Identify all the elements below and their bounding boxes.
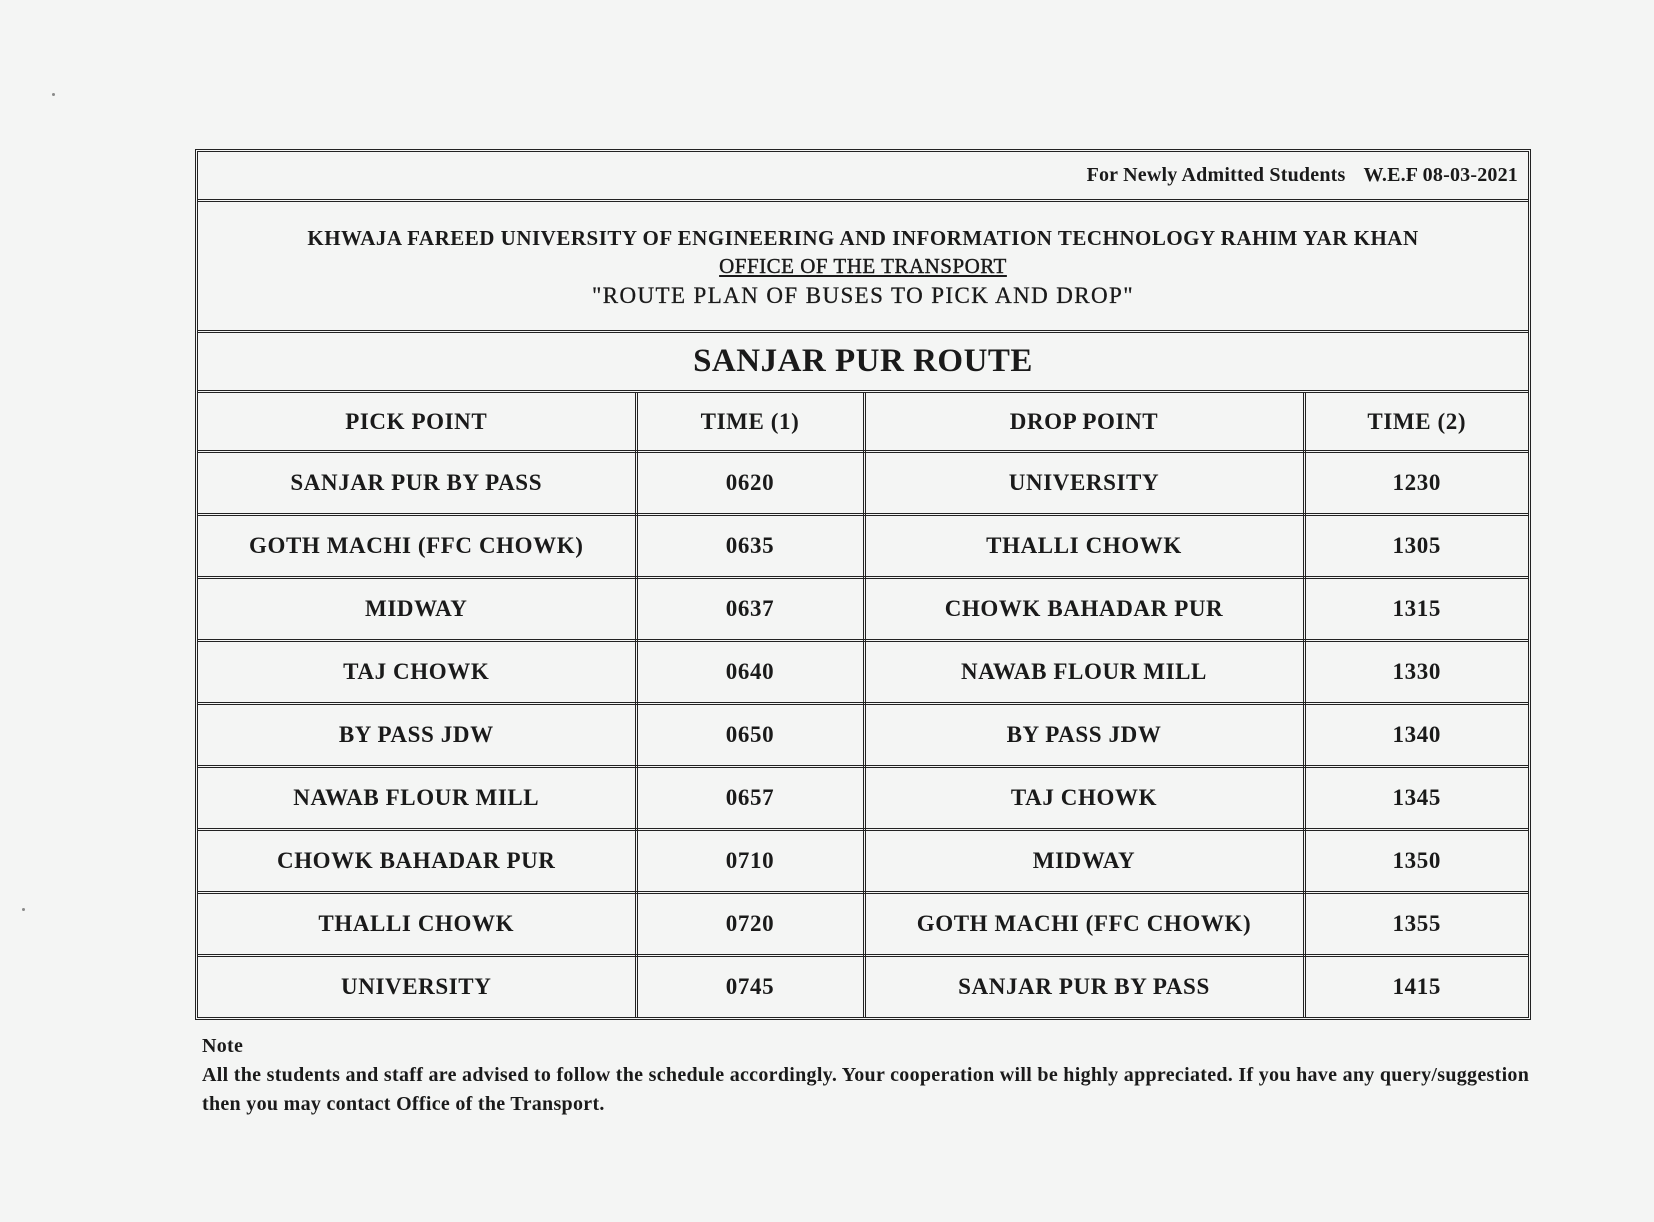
pick-point-cell: BY PASS JDW: [198, 704, 636, 767]
drop-time-cell: 1315: [1304, 578, 1528, 641]
audience-text: For Newly Admitted Students: [1086, 164, 1346, 186]
drop-time-cell: 1230: [1304, 452, 1528, 515]
note-title: Note: [202, 1035, 244, 1057]
table-row: [198, 452, 1528, 515]
drop-time-cell: 1415: [1304, 956, 1528, 1018]
table-header-row: [198, 393, 1528, 452]
drop-point-cell: BY PASS JDW: [864, 704, 1304, 767]
note-text: All the students and staff are advised to follow the schedule accordingly. Your cooperation will be highly appreciated. If you have any query/suggestion then you may contact Office of the Transport.: [202, 1064, 1530, 1115]
plan-title: "ROUTE PLAN OF BUSES TO PICK AND DROP": [591, 283, 1135, 308]
schedule-frame: [195, 149, 1531, 1020]
pick-time-cell: 0640: [636, 641, 864, 704]
column-header-drop-point: DROP POINT: [864, 393, 1304, 452]
column-header-time-1: TIME (1): [636, 393, 864, 452]
pick-point-cell: THALLI CHOWK: [198, 893, 636, 956]
pick-point-cell: MIDWAY: [198, 578, 636, 641]
table-row: [198, 893, 1528, 956]
document-header: [198, 202, 1528, 333]
table-row: [198, 704, 1528, 767]
effective-line: [198, 152, 1528, 202]
drop-point-cell: MIDWAY: [864, 830, 1304, 893]
pick-time-cell: 0720: [636, 893, 864, 956]
drop-time-cell: 1355: [1304, 893, 1528, 956]
route-title: SANJAR PUR ROUTE: [198, 333, 1528, 393]
drop-point-cell: GOTH MACHI (FFC CHOWK): [864, 893, 1304, 956]
pick-time-cell: 0650: [636, 704, 864, 767]
pick-time-cell: 0637: [636, 578, 864, 641]
drop-point-cell: TAJ CHOWK: [864, 767, 1304, 830]
pick-time-cell: 0620: [636, 452, 864, 515]
column-header-pick-point: PICK POINT: [198, 393, 636, 452]
drop-time-cell: 1305: [1304, 515, 1528, 578]
schedule-table-band: [198, 393, 1528, 1017]
table-row: [198, 515, 1528, 578]
office-name: OFFICE OF THE TRANSPORT: [719, 254, 1007, 278]
note-section: [202, 1032, 1532, 1119]
pick-point-cell: NAWAB FLOUR MILL: [198, 767, 636, 830]
route-plan-document: [195, 149, 1531, 1119]
drop-time-cell: 1330: [1304, 641, 1528, 704]
drop-point-cell: THALLI CHOWK: [864, 515, 1304, 578]
pick-point-cell: UNIVERSITY: [198, 956, 636, 1018]
scan-speck: [22, 908, 25, 911]
pick-time-cell: 0635: [636, 515, 864, 578]
scan-speck: [52, 93, 55, 96]
pick-time-cell: 0657: [636, 767, 864, 830]
drop-point-cell: NAWAB FLOUR MILL: [864, 641, 1304, 704]
university-name: KHWAJA FAREED UNIVERSITY OF ENGINEERING AND INFORMATION TECHNOLOGY RAHIM YAR KHAN: [307, 226, 1419, 250]
pick-time-cell: 0745: [636, 956, 864, 1018]
pick-point-cell: CHOWK BAHADAR PUR: [198, 830, 636, 893]
schedule-table: [198, 393, 1528, 1017]
drop-time-cell: 1345: [1304, 767, 1528, 830]
drop-point-cell: SANJAR PUR BY PASS: [864, 956, 1304, 1018]
pick-time-cell: 0710: [636, 830, 864, 893]
column-header-time-2: TIME (2): [1304, 393, 1528, 452]
drop-point-cell: CHOWK BAHADAR PUR: [864, 578, 1304, 641]
drop-point-cell: UNIVERSITY: [864, 452, 1304, 515]
table-row: [198, 956, 1528, 1018]
table-row: [198, 578, 1528, 641]
effective-date: W.E.F 08-03-2021: [1363, 164, 1518, 186]
pick-point-cell: GOTH MACHI (FFC CHOWK): [198, 515, 636, 578]
table-row: [198, 830, 1528, 893]
drop-time-cell: 1340: [1304, 704, 1528, 767]
pick-point-cell: TAJ CHOWK: [198, 641, 636, 704]
table-row: [198, 767, 1528, 830]
pick-point-cell: SANJAR PUR BY PASS: [198, 452, 636, 515]
drop-time-cell: 1350: [1304, 830, 1528, 893]
table-row: [198, 641, 1528, 704]
